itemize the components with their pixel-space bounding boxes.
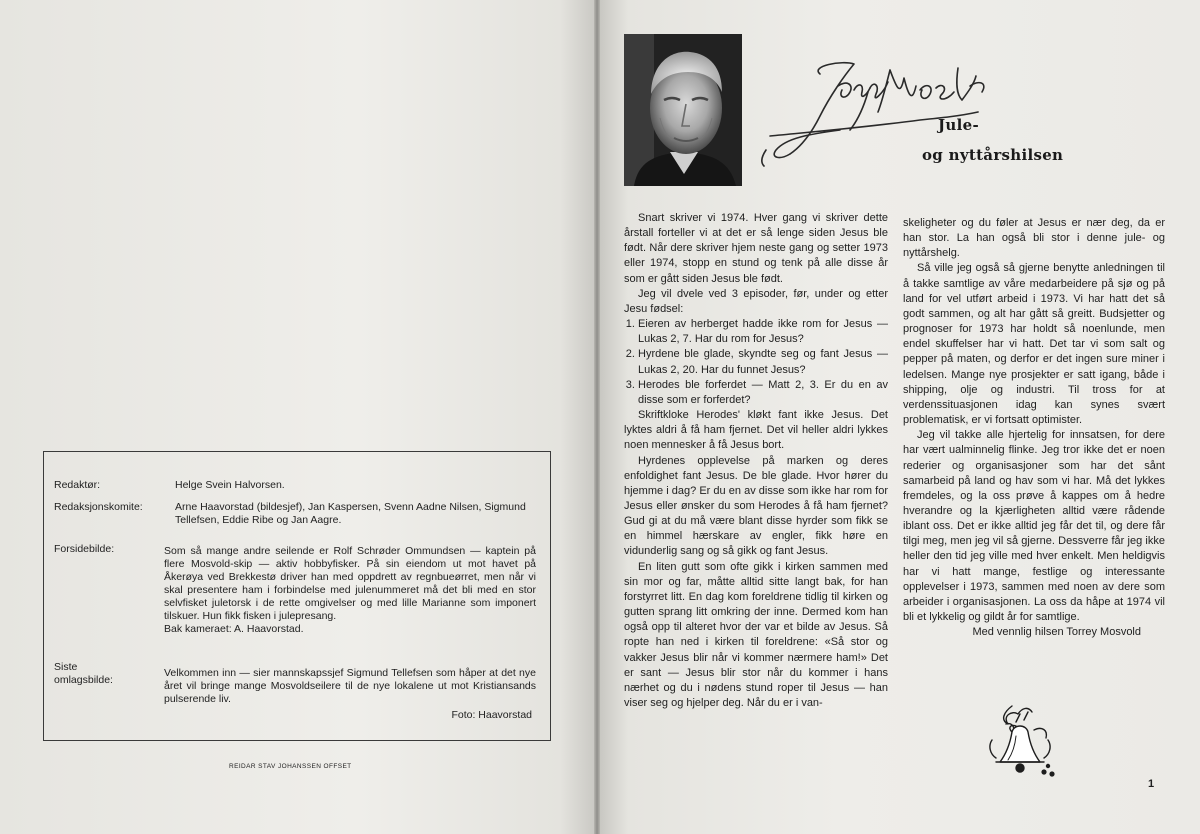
portrait-photo	[624, 34, 742, 186]
list-item: 1. Eieren av herberget hadde ikke rom for Jesus — Lukas 2, 7. Har du rom for Jesus?	[638, 317, 888, 347]
credits-box	[43, 451, 551, 741]
committee-label: Redaksjonskomite:	[54, 501, 143, 513]
paragraph: skeligheter og du føler at Jesus er nær deg, da er han stor. La han også bli stor i denne jule- og nyttårshelg.	[903, 217, 1165, 260]
page-number: 1	[1148, 778, 1155, 790]
photo-credit: Foto: Haavorstad	[451, 709, 532, 721]
editor-label: Redaktør:	[54, 479, 101, 491]
cover-description	[164, 545, 536, 636]
paragraph: Hyrdenes opplevelse på marken og deres enfoldighet fant Jesus. De ble glade. Hvor hører du hjemme i dag? Er du en av disse som ikke har rom for Jesus eller ønsker du som Herodes å få ham fjernet? Gud gi at du må være blant disse hyrder som fikk se en himmel hærskare av engler, fikk høre en vidunderlig sang og så gikk og fant Jesus.	[624, 454, 888, 558]
paragraph: Skriftkloke Herodes' kløkt fant ikke Jesus. Det lyktes aldri å få ham fjernet. Det vil heller aldri lykkes noen mennesker å få Jesus bort.	[624, 409, 888, 452]
paragraph: Så ville jeg også så gjerne benytte anledningen til å takke samtlige av våre medarbeidere på sjø og på land for vel utført arbeid i 1973. Vi har hatt det så godt sammen, og alt har gått så greitt. Budsjetter og prognoser for 1973 har holdt så noenlunde, men endel skuffelser har vi hatt. Det tar vi som salt og pepper på maten, og derfor er det ingen sure miner i ledelsen. Mange nye prosjekter er satt igang, både i shipping, olje og industri. Til tross for at verdenssituasjonen idag kan synes svært problematisk, er vi fortsatt optimister.	[903, 262, 1165, 427]
paragraph: En liten gutt som ofte gikk i kirken sammen med sin mor og far, måtte alltid sitte langt bak, for han forstyrret litt. En dag kom foreldrene tidlig til kirken og gutten sprang litt omkring der inne. Dermed kom han også opp til alteret hvor der var et bilde av Jesus. Så ropte han ned i kirken til foreldrene: «Så stor og vakker Jesus blir når vi kommer nærmere ham!» Det er sant — Jesus blir stor når du kommer i hans nærhet og du i nødens stund roper til Jesus — han viser seg og hjelper deg. Når du er i van-	[624, 560, 888, 709]
article-column-2	[903, 216, 1165, 640]
cover-text: Som så mange andre seilende er Rolf Schrøder Ommundsen — kaptein på flere Mosvold-skip — aktiv hobbyfisker. På sin eiendom ut mot havet på Åkerøya ved Brekkestø driver han med oppdrett av regnbueørret, men når vi skal presentere ham i forbindelse med julenummeret må det bli med en stor selvfisket juletorsk i de rette omgivelser og med lille Marianne som imponert tilskuer. Hun fikk fisken i julepresang.	[164, 545, 536, 622]
back-camera-credit: Bak kameraet: A. Haavorstad.	[164, 623, 304, 635]
paragraph: Jeg vil takke alle hjertelig for innsatsen, for dere har vært ualminnelig flinke. Jeg tror ikke det er noen rederier og organisasjoner som har det sånt samarbeid på land og hav som vi har. Må det lykkes fremdeles, og la oss prøve å kappes om å hedre hverandre og la kjærligheten alltid være rådende iblant oss. Det er ikke alltid jeg får det til, og dere får tilgi meg, men jeg vil så gjerne. Dessverre får jeg ikke heller den tid jeg ville med hver enkelt. Men heldigvis har vi hatt mange, festlige og interessante opplevelser i 1973, sammen med noen av dere som arbeider i organisasjonen. La oss da håpe at 1974 vil bli et lykkelig og gildt år for samtlige.	[903, 429, 1165, 624]
article-column-1	[624, 211, 888, 711]
last-cover-label-1: Siste	[54, 661, 78, 673]
title-line-2: og nyttårshilsen	[922, 146, 1064, 164]
cover-label: Forsidebilde:	[54, 543, 115, 555]
last-cover-description	[164, 667, 536, 722]
book-spine	[594, 0, 600, 834]
last-cover-label-2: omlagsbilde:	[54, 674, 113, 686]
committee-value: Arne Haavorstad (bildesjef), Jan Kaspersen, Svenn Aadne Nilsen, Sigmund Tellefsen, Eddie Ribe og Jan Aagre.	[175, 501, 526, 526]
printer-credit: REIDAR STAV JOHANSSEN OFFSET	[229, 763, 352, 770]
paragraph: Snart skriver vi 1974. Hver gang vi skriver dette årstall forteller vi at det er så lenge siden Jesus ble født. Når dere skriver hjem neste gang og setter 1973 eller 1974, stopp en stund og tenk på alle disse år som er gått siden Jesus ble født.	[624, 212, 888, 285]
last-cover-text: Velkommen inn — sier mannskapssjef Sigmund Tellefsen som håper at det nye året vil bringe mange Mosvoldseilere til de nye lokalene ut mot Kristiansands pulserende liv.	[164, 667, 536, 705]
list-item: 2. Hyrdene ble glade, skyndte seg og fant Jesus — Lukas 2, 20. Har du funnet Jesus?	[638, 347, 888, 377]
episode-list	[624, 317, 888, 408]
paragraph: Jeg vil dvele ved 3 episoder, før, under og etter Jesu fødsel:	[624, 287, 888, 315]
sign-off: Med vennlig hilsen Torrey Mosvold	[972, 626, 1141, 639]
list-item: 3. Herodes ble forferdet — Matt 2, 3. Er du en av disse som er forferdet?	[638, 378, 888, 408]
title-line-1: Jule-	[938, 116, 979, 134]
left-page	[0, 0, 596, 834]
christmas-bell-icon	[982, 700, 1062, 780]
editor-value: Helge Svein Halvorsen.	[175, 479, 285, 491]
